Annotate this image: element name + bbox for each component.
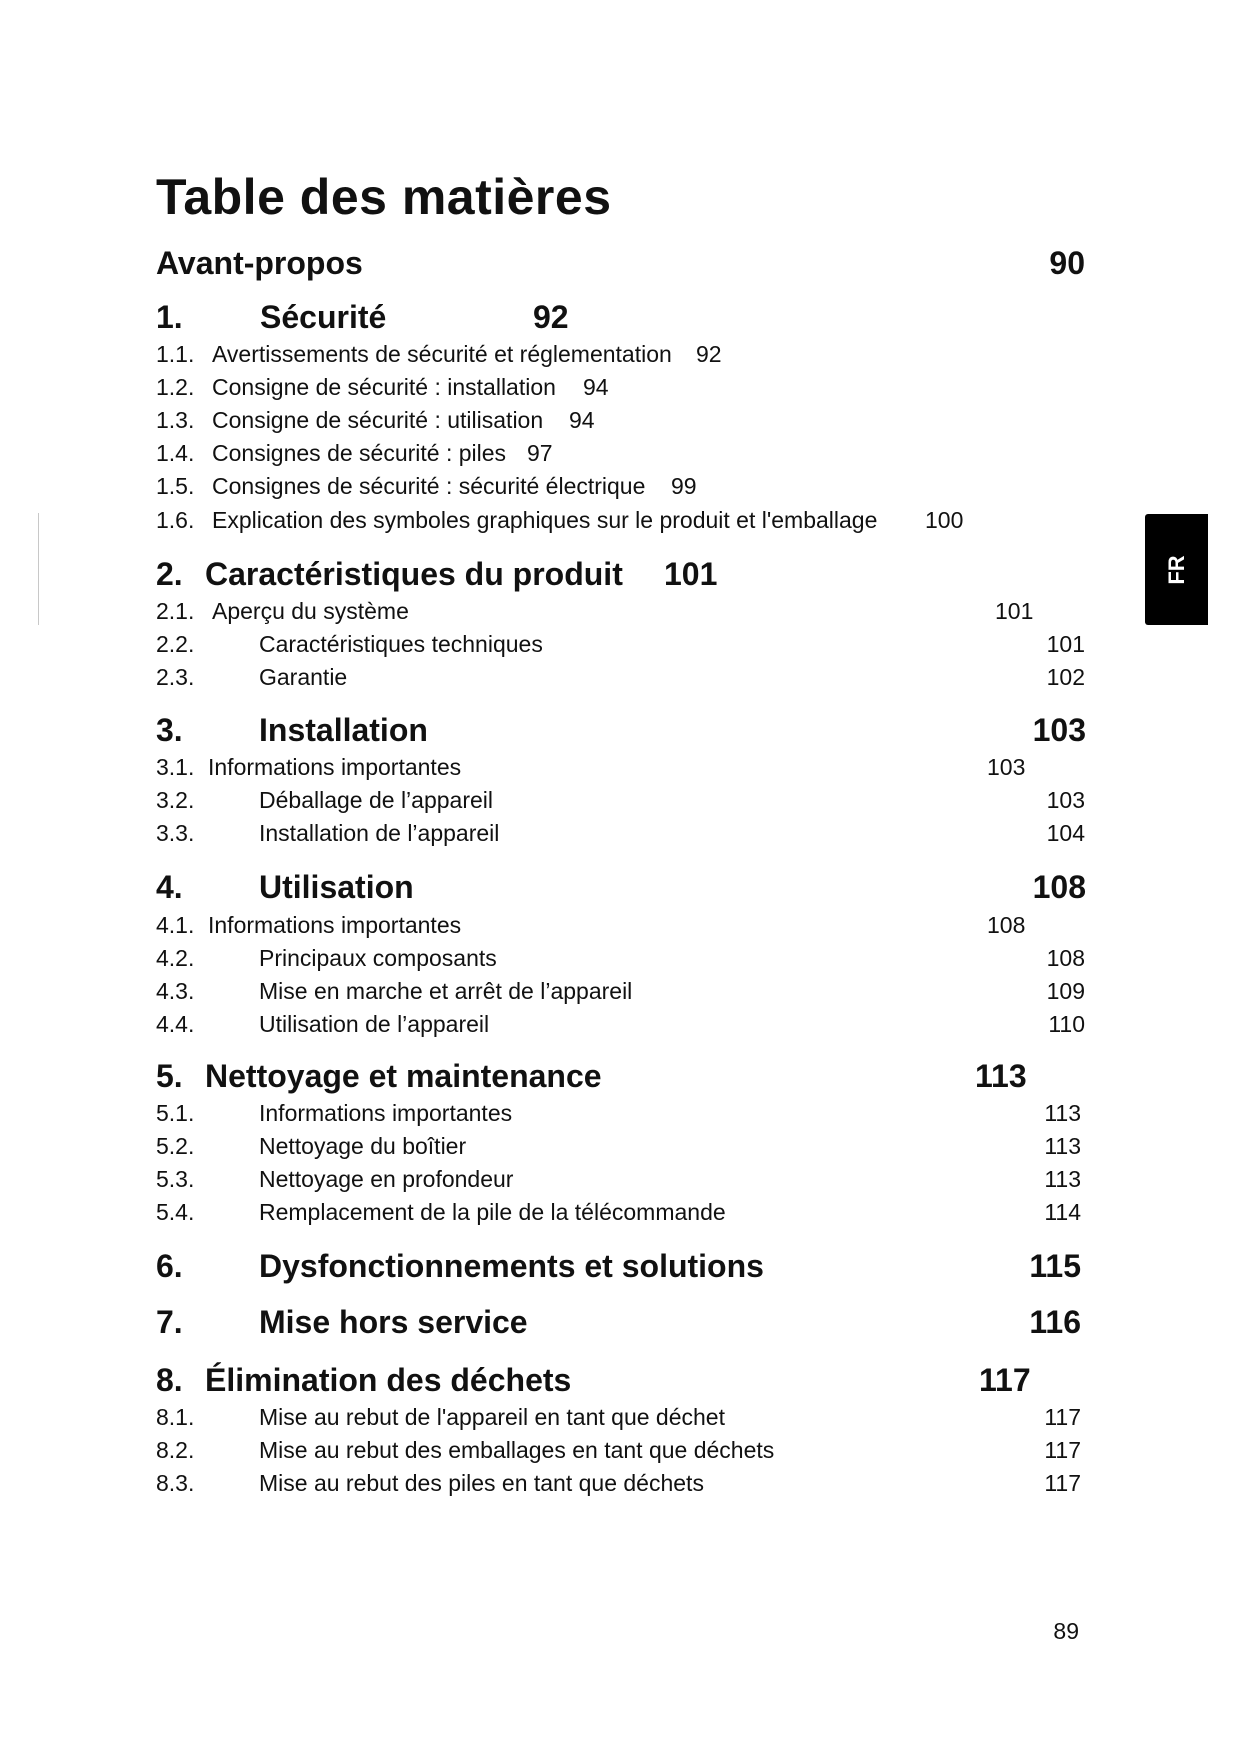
entry-number: 5.2. [156, 1133, 195, 1159]
entry-page: 99 [671, 473, 697, 499]
entry-title[interactable]: Remplacement de la pile de la télécommande [259, 1199, 726, 1225]
entry-title[interactable]: Informations importantes [259, 1100, 513, 1126]
entry-number: 3.3. [156, 820, 195, 846]
entry-page: 102 [1046, 664, 1085, 690]
entry-title[interactable]: Mise en marche et arrêt de l’appareil [259, 978, 633, 1004]
entry-number: 8.2. [156, 1437, 195, 1463]
entry-number: 3.2. [156, 787, 195, 813]
entry-number: 1.4. [156, 440, 195, 466]
page-number: 89 [1053, 1618, 1079, 1644]
entry-number: 1.2. [156, 374, 195, 400]
entry-page: 117 [1044, 1470, 1081, 1496]
entry-page: 113 [1044, 1166, 1081, 1192]
entry-number: 5.1. [156, 1100, 195, 1126]
entry-number: 4.3. [156, 978, 195, 1004]
entry-number: 8.1. [156, 1404, 195, 1430]
margin-line [38, 513, 39, 625]
entry-number: 2.1. [156, 598, 195, 624]
entry-number: 2.3. [156, 664, 195, 690]
entry-number: 1.6. [156, 507, 195, 533]
foreword-label[interactable]: Avant-propos [156, 245, 363, 281]
foreword-page: 90 [1049, 245, 1085, 281]
section-number: 2. [156, 556, 183, 592]
entry-page: 100 [925, 507, 964, 533]
section-number: 6. [156, 1248, 183, 1284]
entry-page: 117 [1044, 1437, 1081, 1463]
section-title[interactable]: Installation [259, 712, 428, 748]
entry-page: 103 [1046, 787, 1085, 813]
entry-page: 101 [995, 598, 1034, 624]
entry-title[interactable]: Informations importantes [208, 912, 462, 938]
entry-title[interactable]: Mise au rebut des emballages en tant que déchets [259, 1437, 775, 1463]
entry-title[interactable]: Consignes de sécurité : sécurité électrique [212, 473, 646, 499]
section-page: 113 [975, 1058, 1027, 1094]
entry-page: 108 [1046, 945, 1085, 971]
section-page: 117 [979, 1362, 1031, 1398]
section-number: 3. [156, 712, 183, 748]
entry-number: 4.1. [156, 912, 195, 938]
entry-number: 1.3. [156, 407, 195, 433]
entry-number: 5.4. [156, 1199, 195, 1225]
entry-title[interactable]: Avertissements de sécurité et réglementation [212, 341, 672, 367]
entry-title[interactable]: Mise au rebut de l'appareil en tant que déchet [259, 1404, 725, 1430]
page-title: Table des matières [156, 169, 612, 225]
entry-number: 1.5. [156, 473, 195, 499]
entry-title[interactable]: Installation de l’appareil [259, 820, 500, 846]
section-page: 103 [1032, 712, 1086, 748]
entry-page: 97 [527, 440, 553, 466]
entry-page: 113 [1044, 1133, 1081, 1159]
section-number: 1. [156, 299, 183, 335]
entry-number: 5.3. [156, 1166, 195, 1192]
entry-title[interactable]: Utilisation de l’appareil [259, 1011, 490, 1037]
section-title[interactable]: Utilisation [259, 869, 414, 905]
entry-title[interactable]: Informations importantes [208, 754, 462, 780]
section-title[interactable]: Dysfonctionnements et solutions [259, 1248, 764, 1284]
section-title[interactable]: Nettoyage et maintenance [205, 1058, 602, 1094]
section-title[interactable]: Caractéristiques du produit [205, 556, 623, 592]
language-tab-label: FR [1163, 554, 1189, 585]
entry-page: 92 [696, 341, 722, 367]
section-page: 116 [1029, 1304, 1081, 1340]
entry-number: 4.2. [156, 945, 195, 971]
entry-number: 1.1. [156, 341, 195, 367]
entry-page: 94 [583, 374, 609, 400]
entry-page: 103 [987, 754, 1026, 780]
entry-title[interactable]: Nettoyage en profondeur [259, 1166, 514, 1192]
entry-title[interactable]: Déballage de l’appareil [259, 787, 493, 813]
section-title[interactable]: Mise hors service [259, 1304, 528, 1340]
section-number: 5. [156, 1058, 183, 1094]
entry-page: 104 [1046, 820, 1085, 846]
entry-title[interactable]: Consignes de sécurité : piles [212, 440, 507, 466]
entry-page: 113 [1044, 1100, 1081, 1126]
entry-title[interactable]: Principaux composants [259, 945, 497, 971]
entry-page: 101 [1046, 631, 1085, 657]
entry-number: 2.2. [156, 631, 195, 657]
entry-title[interactable]: Consigne de sécurité : installation [212, 374, 556, 400]
entry-page: 114 [1044, 1199, 1081, 1225]
entry-title[interactable]: Explication des symboles graphiques sur le produit et l'emballage [212, 507, 878, 533]
entry-page: 109 [1046, 978, 1085, 1004]
entry-title[interactable]: Aperçu du système [212, 598, 409, 624]
entry-title[interactable]: Nettoyage du boîtier [259, 1133, 467, 1159]
entry-page: 110 [1048, 1011, 1085, 1037]
entry-number: 8.3. [156, 1470, 195, 1496]
language-tab [1145, 514, 1208, 625]
entry-title[interactable]: Caractéristiques techniques [259, 631, 543, 657]
section-title[interactable]: Élimination des déchets [205, 1362, 572, 1398]
section-page: 115 [1029, 1248, 1081, 1284]
entry-page: 108 [987, 912, 1026, 938]
section-page: 108 [1032, 869, 1086, 905]
entry-number: 3.1. [156, 754, 195, 780]
section-number: 4. [156, 869, 183, 905]
entry-title[interactable]: Consigne de sécurité : utilisation [212, 407, 544, 433]
entry-number: 4.4. [156, 1011, 195, 1037]
section-title[interactable]: Sécurité [260, 299, 387, 335]
section-number: 8. [156, 1362, 183, 1398]
entry-page: 94 [569, 407, 595, 433]
section-page: 101 [664, 556, 718, 592]
entry-page: 117 [1044, 1404, 1081, 1430]
entry-title[interactable]: Mise au rebut des piles en tant que déchets [259, 1470, 704, 1496]
entry-title[interactable]: Garantie [259, 664, 348, 690]
section-number: 7. [156, 1304, 183, 1340]
section-page: 92 [533, 299, 569, 335]
